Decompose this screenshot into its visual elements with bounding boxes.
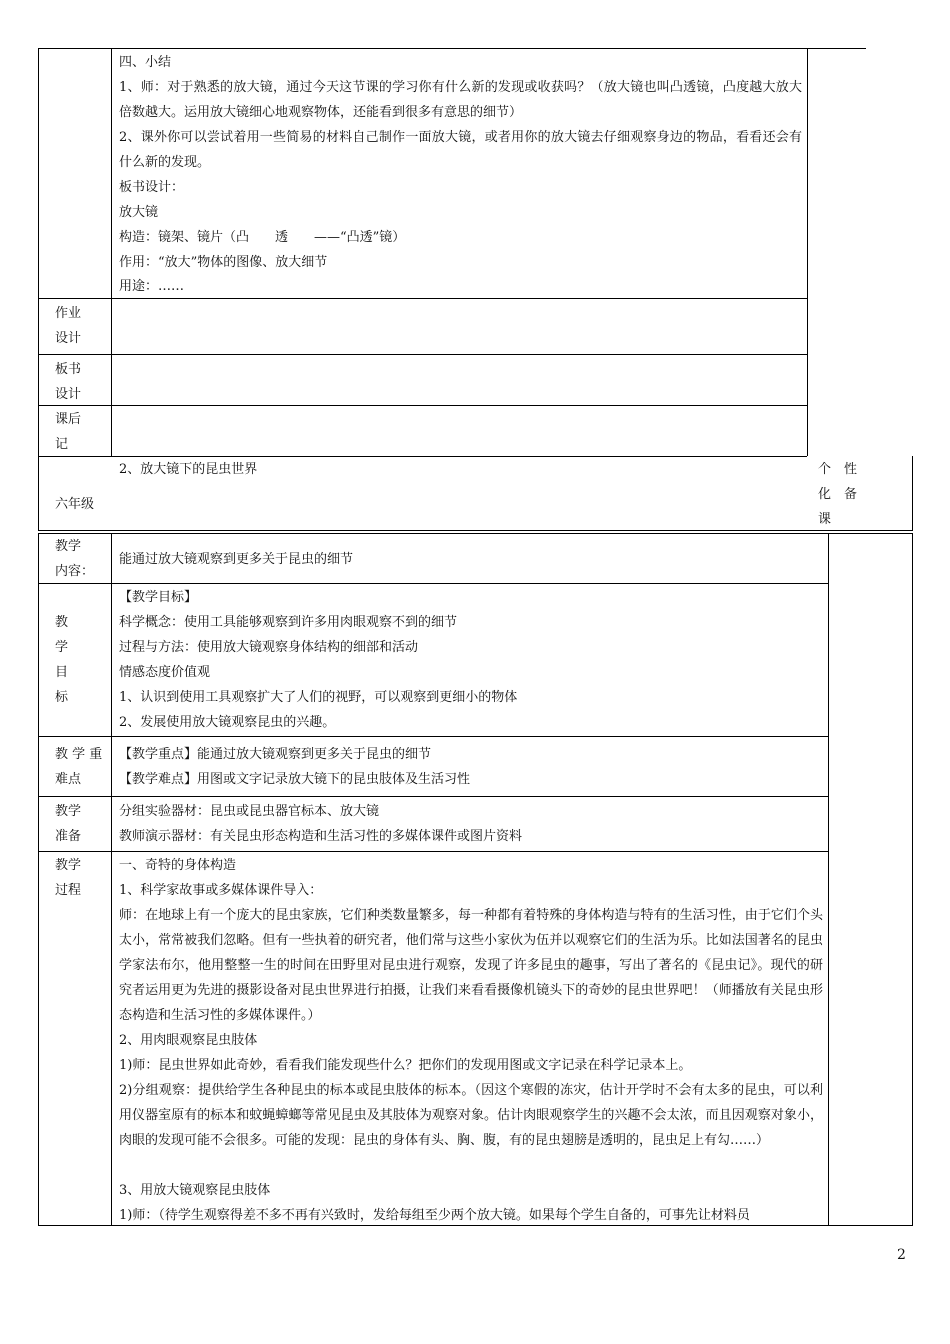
lesson-title: 2、放大镜下的昆虫世界 xyxy=(119,462,258,477)
content-label: 教学 内容： xyxy=(55,539,95,579)
row-divider xyxy=(38,405,807,406)
notes-label: 课后 记 xyxy=(55,412,82,452)
grade-label: 六年级 xyxy=(55,497,95,512)
objective-line: 情感态度价值观 xyxy=(119,665,211,680)
preparation-line: 分组实验器材：昆虫或昆虫器官标本、放大镜 xyxy=(119,804,380,819)
process-paragraph-4: 1)师：（待学生观察得差不多不再有兴致时，发给每组至少两个放大镜。如果每个学生自备的，可事先让材料员 xyxy=(119,1208,750,1223)
lower-right-border xyxy=(912,533,913,1225)
key-point-line: 【教学难点】用图或文字记录放大镜下的昆虫肢体及生活习性 xyxy=(119,772,471,787)
row-divider xyxy=(38,583,828,584)
objective-line: 2、发展使用放大镜观察昆虫的兴趣。 xyxy=(119,715,336,730)
summary-paragraph-2: 2、课外你可以尝试着用一些简易的材料自己制作一面放大镜，或者用你的放大镜去仔细观察身边的物品，看看还会有什么新的发现。 xyxy=(119,130,802,170)
process-heading-2: 1、科学家故事或多媒体课件导入： xyxy=(119,883,323,898)
lower-label-divider xyxy=(111,533,112,1225)
lower-left-border xyxy=(38,533,39,1225)
board-structure: 构造：镜架、镜片（凸 透 ——“凸透”镜） xyxy=(119,230,406,245)
row-divider xyxy=(38,354,807,355)
double-rule-top xyxy=(38,530,913,531)
table-top-border xyxy=(38,48,866,49)
top-label-divider xyxy=(111,48,112,456)
top-right-border xyxy=(807,48,808,456)
double-rule-bottom xyxy=(38,533,913,534)
process-heading-1: 一、奇特的身体构造 xyxy=(119,858,237,873)
board-title: 放大镜 xyxy=(119,205,159,220)
objectives-label: 教 学 目 标 xyxy=(55,615,69,705)
board-use: 用途：…… xyxy=(119,279,185,294)
key-point-line: 【教学重点】能通过放大镜观察到更多关于昆虫的细节 xyxy=(119,747,432,762)
process-heading-4: 3、用放大镜观察昆虫肢体 xyxy=(119,1183,271,1198)
content-text: 能通过放大镜观察到更多关于昆虫的细节 xyxy=(119,552,354,567)
row-divider xyxy=(38,736,828,737)
process-paragraph-2: 1)师：昆虫世界如此奇妙，看看我们能发现些什么？把你们的发现用图或文字记录在科学记录本上。 xyxy=(119,1058,692,1073)
page-number: 2 xyxy=(897,1247,906,1263)
process-paragraph-3: 2)分组观察：提供给学生各种昆虫的标本或昆虫肢体的标本。（因这个寒假的冻灾，估计开学时不会有太多的昆虫，可以利用仪器室原有的标本和蚊蝇蟑螂等常见昆虫及其肢体为观察对象。估计肉眼观察学生的兴趣不会太浓，而且因观察对象小，肉眼的发现可能不会很多。可能的发现：昆虫的身体有头、胸、腹，有的昆虫翅膀是透明的，昆虫足上有勾……） xyxy=(119,1083,823,1148)
top-left-border xyxy=(38,48,39,456)
board-design-label: 板书设计： xyxy=(119,180,185,195)
preparation-label: 教学 准备 xyxy=(55,804,82,844)
process-heading-3: 2、用肉眼观察昆虫肢体 xyxy=(119,1033,258,1048)
lower-content-right xyxy=(828,533,829,1225)
homework-label: 作业 设计 xyxy=(55,306,82,346)
key-points-label: 教 学 重 难点 xyxy=(55,747,103,787)
summary-paragraph-1: 1、师：对于熟悉的放大镜，通过今天这节课的学习你有什么新的发现或收获吗？（放大镜也叫凸透镜，凸度越大放大倍数越大。运用放大镜细心地观察物体，还能看到很多有意思的细节） xyxy=(119,80,802,120)
personalized-prep-label: 个 性 化 备 课 xyxy=(818,462,858,527)
process-label: 教学 过程 xyxy=(55,858,82,898)
lesson-right-border xyxy=(912,456,913,531)
summary-heading: 四、小结 xyxy=(119,55,172,70)
board-label: 板书 设计 xyxy=(55,362,82,402)
objective-line: 【教学目标】 xyxy=(119,590,198,605)
lesson-left-border xyxy=(38,456,39,531)
objective-line: 科学概念：使用工具能够观察到许多用肉眼观察不到的细节 xyxy=(119,615,458,630)
process-paragraph-1: 师：在地球上有一个庞大的昆虫家族，它们种类数量繁多，每一种都有着特殊的身体构造与特有的生活习性，由于它们个头太小，常常被我们忽略。但有一些执着的研究者，他们常与这些小家伙为伍并以观察它们的生活为乐。比如法国著名的昆虫学家法布尔，他用整整一生的时间在田野里对昆虫进行观察，发现了许多昆虫的趣事，写出了著名的《昆虫记》。现代的研究者运用更为先进的摄影设备对昆虫世界进行拍摄，让我们来看看摄像机镜头下的奇妙的昆虫世界吧！（师播放有关昆虫形态构造和生活习性的多媒体课件。） xyxy=(119,908,823,1023)
board-function: 作用：“放大”物体的图像、放大细节 xyxy=(119,255,328,270)
row-divider xyxy=(38,851,828,852)
objective-line: 过程与方法：使用放大镜观察身体结构的细部和活动 xyxy=(119,640,419,655)
objective-line: 1、认识到使用工具观察扩大了人们的视野，可以观察到更细小的物体 xyxy=(119,690,518,705)
preparation-line: 教师演示器材：有关昆虫形态构造和生活习性的多媒体课件或图片资料 xyxy=(119,829,523,844)
row-divider xyxy=(38,796,828,797)
